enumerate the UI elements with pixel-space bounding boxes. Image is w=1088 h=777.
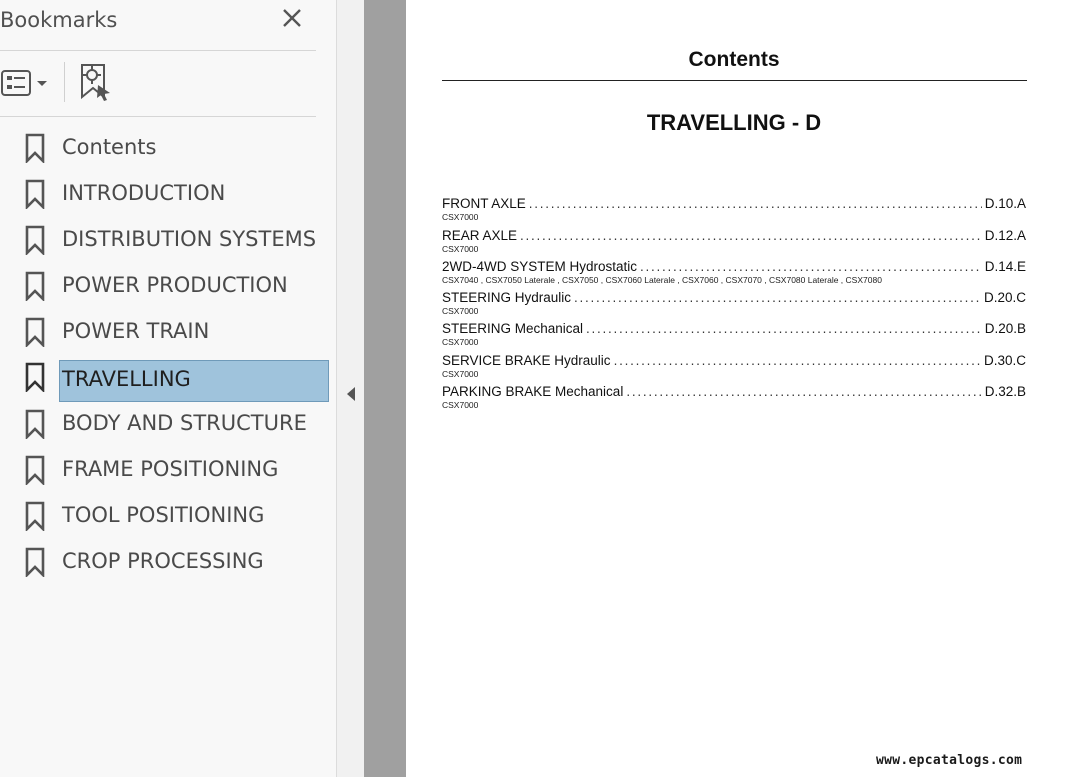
toc-leader-dots (574, 290, 981, 306)
toc-entry-title: FRONT AXLE (442, 196, 526, 211)
toc-entry-code: D.30.C (983, 353, 1026, 368)
options-menu-button[interactable] (0, 65, 52, 101)
bookmark-label: TRAVELLING (59, 360, 329, 402)
bookmark-crop-processing[interactable] (0, 538, 336, 582)
watermark-text: www.epcatalogs.com (876, 753, 1023, 768)
toc-entry[interactable] (442, 228, 1026, 258)
toc-entry-code: D.20.B (984, 321, 1026, 336)
list-options-icon (0, 65, 52, 101)
bookmark-icon (24, 362, 46, 392)
bookmark-label: CROP PROCESSING (62, 549, 264, 573)
panel-splitter[interactable] (336, 0, 365, 777)
bookmark-label: FRAME POSITIONING (62, 457, 279, 481)
toc-entry-code: D.12.A (984, 228, 1026, 243)
bookmark-label: POWER TRAIN (62, 319, 210, 343)
bookmark-frame-positioning[interactable] (0, 446, 336, 490)
toc-entry-title: SERVICE BRAKE Hydraulic (442, 353, 611, 368)
close-icon[interactable] (280, 6, 306, 32)
toc-entry-code: D.32.B (984, 384, 1026, 399)
bookmark-icon (24, 501, 46, 531)
bookmark-label: TOOL POSITIONING (62, 503, 265, 527)
bookmark-travelling[interactable] (0, 360, 336, 404)
bookmark-power-production[interactable] (0, 262, 336, 306)
bookmark-power-train[interactable] (0, 308, 336, 352)
toc-entry-title: STEERING Hydraulic (442, 290, 572, 305)
bookmark-icon (24, 179, 46, 209)
toc-entry-models: CSX7040 , CSX7050 Laterale , CSX7050 , CSX7060 Laterale , CSX7060 , CSX7070 , CSX7080 Laterale , CSX7080 (442, 275, 882, 285)
bookmark-introduction[interactable] (0, 170, 336, 214)
toc-entry-title: REAR AXLE (442, 228, 518, 243)
toc-leader-dots (586, 321, 982, 337)
page-title: Contents (688, 48, 780, 71)
toc-entry[interactable] (442, 196, 1026, 226)
bookmarks-panel (0, 0, 336, 777)
toc-entry-models: CSX7000 (442, 337, 479, 347)
toc-entry[interactable] (442, 259, 1026, 289)
bookmark-label: POWER PRODUCTION (62, 273, 288, 297)
bookmark-icon (24, 271, 46, 301)
toc-entry-title: STEERING Mechanical (442, 321, 584, 336)
bookmark-contents[interactable] (0, 124, 336, 168)
bookmark-label: INTRODUCTION (62, 181, 226, 205)
bookmark-icon (24, 225, 46, 255)
bookmark-icon (24, 317, 46, 347)
bookmark-label: Contents (62, 135, 157, 159)
toc-entry[interactable] (442, 353, 1026, 383)
bookmarks-header (0, 0, 316, 51)
toc-entry-models: CSX7000 (442, 244, 479, 254)
toolbar-divider (64, 62, 65, 102)
bookmark-body-and-structure[interactable] (0, 400, 336, 444)
toc-entry-code: D.10.A (984, 196, 1026, 211)
toc-entry-title: PARKING BRAKE Mechanical (442, 384, 624, 399)
document-page (406, 0, 1088, 777)
toc-entry-models: CSX7000 (442, 212, 479, 222)
toc-entry-title: 2WD-4WD SYSTEM Hydrostatic (442, 259, 638, 274)
bookmark-label: DISTRIBUTION SYSTEMS (62, 227, 317, 251)
find-bookmark-icon (76, 63, 114, 103)
section-title: TRAVELLING - D (646, 110, 822, 135)
toc-entry-models: CSX7000 (442, 306, 479, 316)
toc-entry[interactable] (442, 384, 1026, 414)
bookmark-label: BODY AND STRUCTURE (62, 411, 307, 435)
bookmark-distribution-systems[interactable] (0, 216, 336, 260)
toc-leader-dots (626, 384, 981, 400)
toc-leader-dots (614, 353, 981, 369)
toc-entry-models: CSX7000 (442, 400, 479, 410)
collapse-panel-arrow-icon[interactable] (345, 386, 357, 402)
document-gutter (364, 0, 406, 777)
bookmarks-toolbar (0, 51, 316, 117)
title-rule (442, 80, 1027, 81)
toc-leader-dots (520, 228, 982, 244)
panel-title: Bookmarks (0, 8, 118, 32)
toc-entry[interactable] (442, 321, 1026, 351)
toc-entry[interactable] (442, 290, 1026, 320)
toc-entry-code: D.20.C (983, 290, 1026, 305)
toc-entry-code: D.14.E (984, 259, 1026, 274)
bookmark-icon (24, 409, 46, 439)
bookmark-icon (24, 455, 46, 485)
toc-leader-dots (640, 259, 982, 275)
toc-entry-models: CSX7000 (442, 369, 479, 379)
bookmark-icon (24, 547, 46, 577)
bookmark-icon (24, 133, 46, 163)
toc-leader-dots (529, 196, 982, 212)
find-current-bookmark-button[interactable] (76, 63, 114, 103)
bookmark-tool-positioning[interactable] (0, 492, 336, 536)
